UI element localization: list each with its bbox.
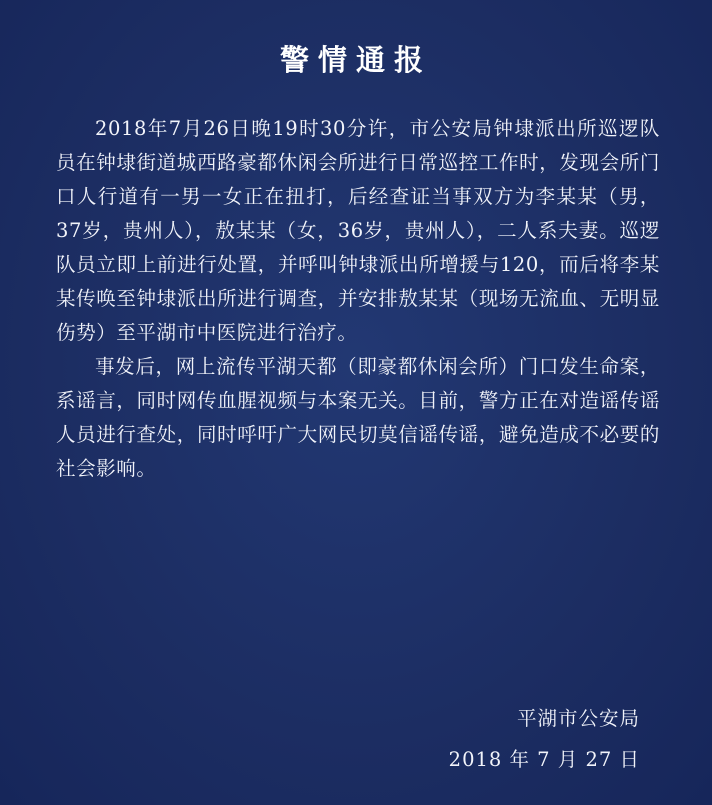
issue-date: 2018 年 7 月 27 日 — [448, 748, 640, 771]
issuer-name: 平湖市公安局 — [516, 707, 640, 730]
notice-title: 警情通报 — [279, 43, 432, 77]
notice-body — [56, 112, 660, 486]
notice-paragraph-1: 2018年7月26日晚19时30分许，市公安局钟埭派出所巡逻队员在钟埭街道城西路豪都休闲会所进行日常巡控工作时，发现会所门口人行道有一男一女正在扭打，后经查证当事双方为李某某（男，37岁，贵州人），敖某某（女，36岁，贵州人），二人系夫妻。巡逻队员立即上前进行处置，并呼叫钟埭派出所增援与120，而后将李某某传唤至钟埭派出所进行调查，并安排敖某某（现场无流血、无明显伤势）至平湖市中医院进行治疗。 — [56, 117, 660, 344]
notice-paragraph-2: 事发后，网上流传平湖天都（即豪都休闲会所）门口发生命案，系谣言，同时网传血腥视频与本案无关。目前，警方正在对造谣传谣人员进行查处，同时呼吁广大网民切莫信谣传谣，避免造成不必要的社会影响。 — [56, 355, 660, 480]
